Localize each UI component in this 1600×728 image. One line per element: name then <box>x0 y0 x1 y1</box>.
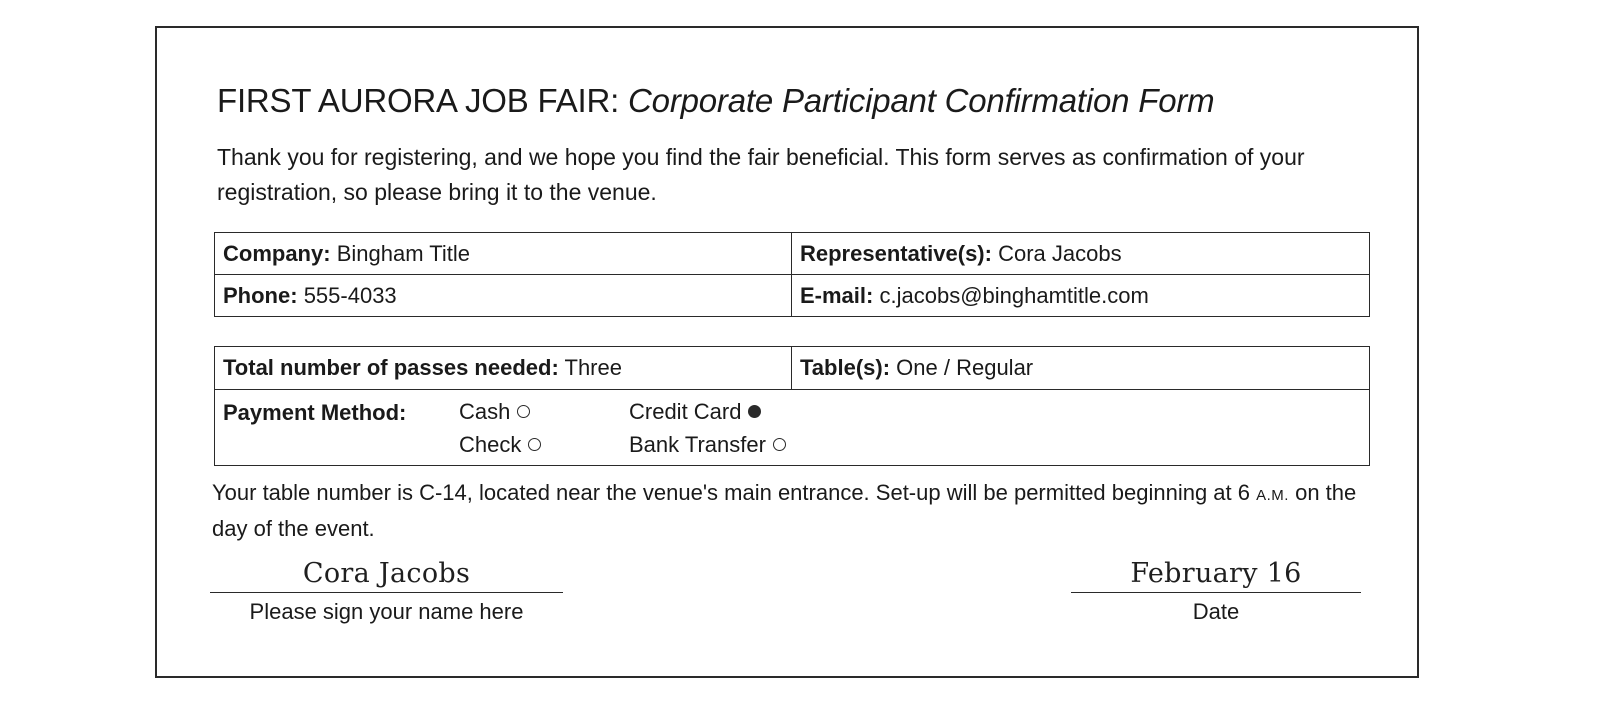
order-table <box>214 346 1370 466</box>
signature-block <box>210 556 563 625</box>
payment-method-label: Payment Method: <box>223 400 407 425</box>
payment-option-label: Bank Transfer <box>629 432 766 457</box>
form-title <box>217 82 1214 120</box>
radio-checked-icon[interactable] <box>748 405 761 418</box>
tables-value: One / Regular <box>896 355 1034 380</box>
email-label: E-mail: <box>800 282 874 308</box>
company-value: Bingham Title <box>336 240 470 266</box>
signature-caption: Please sign your name here <box>249 599 524 624</box>
phone-label: Phone: <box>223 282 298 308</box>
payment-option-bank-transfer[interactable] <box>629 431 786 458</box>
payment-option-label: Credit Card <box>629 399 742 424</box>
company-cell <box>215 233 792 275</box>
date-block <box>1071 556 1361 625</box>
date-line <box>1071 592 1361 593</box>
note-text-start: Your table number is C-14, located near the venue's main entrance. Set-up will be permitted beginning at 6 <box>212 480 1257 505</box>
table-assignment-note <box>212 476 1382 545</box>
passes-cell <box>215 347 792 390</box>
payment-option-check[interactable] <box>459 431 629 458</box>
table-row <box>215 347 1370 390</box>
table-row <box>215 390 1370 466</box>
signature-field[interactable]: Cora Jacobs <box>302 558 471 589</box>
tables-cell <box>792 347 1370 390</box>
representative-cell <box>792 233 1370 275</box>
passes-label: Total number of passes needed: <box>223 355 559 380</box>
table-row <box>215 233 1370 275</box>
date-field[interactable]: February 16 <box>1130 558 1302 589</box>
radio-unchecked-icon[interactable] <box>773 438 786 451</box>
payment-column <box>629 398 786 458</box>
email-value: c.jacobs@binghamtitle.com <box>879 282 1149 308</box>
payment-option-cash[interactable] <box>459 398 629 425</box>
radio-unchecked-icon[interactable] <box>517 405 530 418</box>
company-label: Company: <box>223 240 331 266</box>
payment-method-group <box>223 390 1361 465</box>
tables-label: Table(s): <box>800 355 891 380</box>
phone-cell <box>215 275 792 317</box>
contact-table <box>214 232 1370 317</box>
confirmation-form <box>155 26 1419 678</box>
form-title-main: FIRST AURORA JOB FAIR: <box>217 82 620 119</box>
table-row <box>215 275 1370 317</box>
representative-label: Representative(s): <box>800 240 992 266</box>
note-text-end: on the day of the event. <box>212 480 1357 541</box>
form-title-subtitle: Corporate Participant Confirmation Form <box>628 82 1215 119</box>
payment-column <box>459 398 629 458</box>
email-cell <box>792 275 1370 317</box>
payment-option-label: Check <box>459 432 522 457</box>
passes-value: Three <box>564 355 622 380</box>
date-caption: Date <box>1192 599 1240 624</box>
payment-cell <box>215 390 1370 466</box>
note-time-suffix: A.M. <box>1256 487 1289 504</box>
intro-text: Thank you for registering, and we hope you find the fair beneficial. This form serves as confirmation of your registration, so please bring it to the venue. <box>217 144 1305 205</box>
payment-option-label: Cash <box>459 399 511 424</box>
payment-option-credit-card[interactable] <box>629 398 786 425</box>
signature-line <box>210 592 563 593</box>
representative-value: Cora Jacobs <box>998 240 1122 266</box>
phone-value: 555-4033 <box>303 282 397 308</box>
radio-unchecked-icon[interactable] <box>528 438 541 451</box>
